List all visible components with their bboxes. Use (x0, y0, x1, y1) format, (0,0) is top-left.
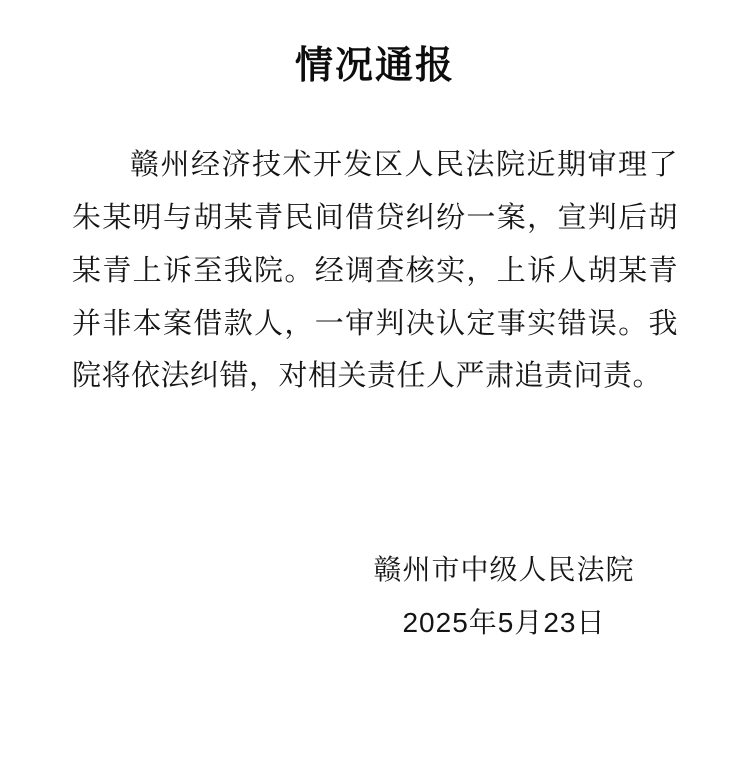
body-paragraph: 赣州经济技术开发区人民法院近期审理了朱某明与胡某青民间借贷纠纷一案，宣判后胡某青上诉至我院。经调查核实，上诉人胡某青并非本案借款人，一审判决认定事实错误。我院将依法纠错，对相关责任人严肃追责问责。 (72, 149, 678, 393)
document-body (0, 91, 750, 403)
page-title: 情况通报 (294, 45, 455, 87)
signature-organization: 赣州市中级人民法院 (373, 554, 635, 585)
signature-date: 2025年5月23日 (402, 606, 606, 638)
signature-block (354, 548, 654, 646)
